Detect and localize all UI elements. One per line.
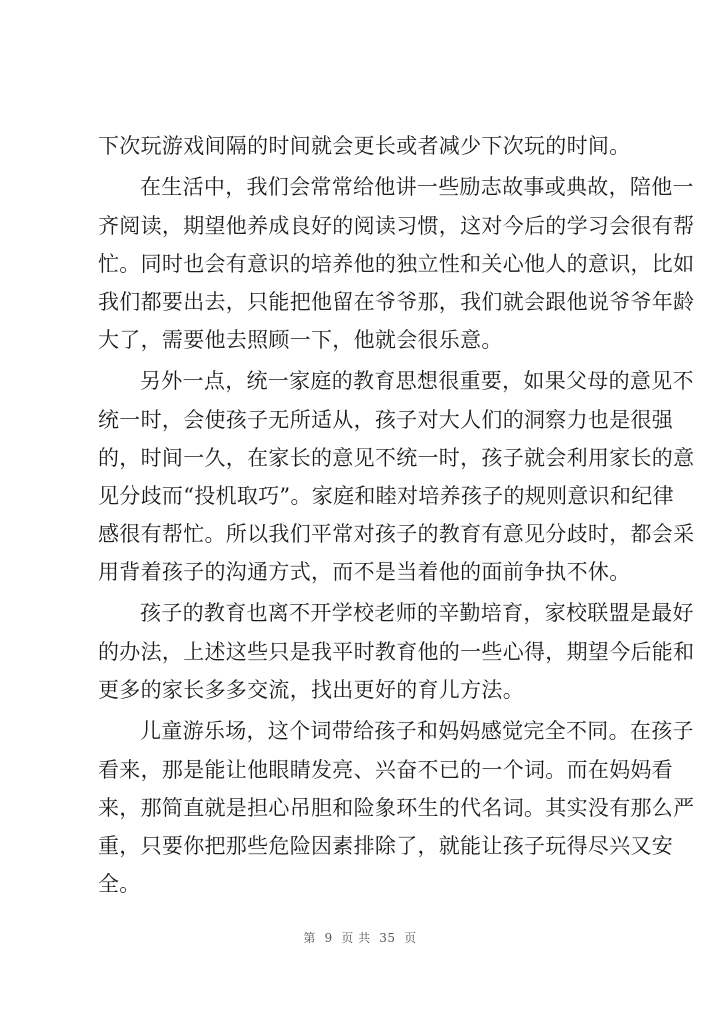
- text-line: 忙。同时也会有意识的培养他的独立性和关心他人的意识，比如: [98, 252, 695, 276]
- text-line: 的，时间一久，在家长的意见不统一时，孩子就会利用家长的意: [98, 446, 695, 470]
- text-line: 下次玩游戏间隔的时间就会更长或者减少下次玩的时间。: [98, 134, 631, 158]
- text-line: 来，那简直就是担心吊胆和险象环生的代名词。其实没有那么严: [98, 796, 695, 820]
- text-line: 的办法，上述这些只是我平时教育他的一些心得，期望今后能和: [98, 640, 695, 664]
- paragraph-first-line: 在生活中，我们会常常给他讲一些励志故事或典故，陪他一: [140, 175, 694, 199]
- text-line: 见分歧而“投机取巧”。家庭和睦对培养孩子的规则意识和纪律: [98, 484, 674, 508]
- paragraph-first-line: 另外一点，统一家庭的教育思想很重要，如果父母的意见不: [140, 369, 694, 393]
- paragraph-first-line: 儿童游乐场，这个词带给孩子和妈妈感觉完全不同。在孩子: [140, 719, 694, 743]
- text-line: 全。: [98, 872, 141, 896]
- text-line: 用背着孩子的沟通方式，而不是当着他的面前争执不休。: [98, 560, 631, 584]
- text-line: 感很有帮忙。所以我们平常对孩子的教育有意见分歧时，都会采: [98, 522, 695, 546]
- paragraph-first-line: 孩子的教育也离不开学校老师的辛勤培育，家校联盟是最好: [140, 601, 694, 625]
- text-line: 大了，需要他去照顾一下，他就会很乐意。: [98, 328, 503, 352]
- text-line: 我们都要出去，只能把他留在爷爷那，我们就会跟他说爷爷年龄: [98, 290, 695, 314]
- text-line: 重，只要你把那些危险因素排除了，就能让孩子玩得尽兴又安: [98, 834, 674, 858]
- text-line: 统一时，会使孩子无所适从，孩子对大人们的洞察力也是很强: [98, 408, 674, 432]
- text-line: 齐阅读，期望他养成良好的阅读习惯，这对今后的学习会很有帮: [98, 214, 695, 238]
- page-number-footer: 第 9 页 共 35 页: [303, 931, 417, 945]
- text-line: 更多的家长多多交流，找出更好的育儿方法。: [98, 678, 524, 702]
- text-line: 看来，那是能让他眼睛发亮、兴奋不已的一个词。而在妈妈看: [98, 758, 674, 782]
